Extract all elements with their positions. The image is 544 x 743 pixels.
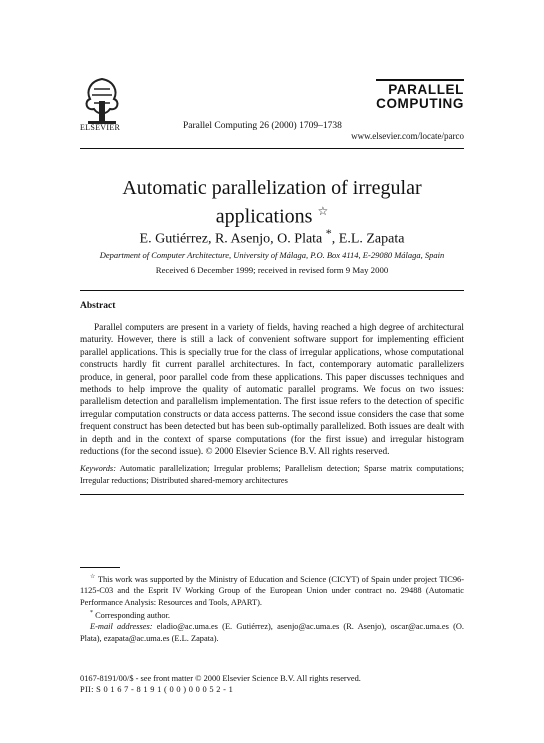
abstract-top-rule [80,290,464,291]
article-title [80,177,464,229]
brand-line-2: COMPUTING [376,96,464,111]
authors-part-1: E. Gutiérrez, R. Asenjo, O. Plata [139,231,323,247]
abstract-body: Parallel computers are present in a variety of fields, having reached a high degree of architectural maturity. However, there is still a lack of convenient software support for implementing efficient parallel applications. This is specially true for the class of irregular applications, whose computational constructs hardly fit current parallel architectures. In fact, contemporary automatic parallelizers produce, in general, poor parallel code from these applications. This paper discusses techniques and methods to help improve the quality of automatic parallel programs. We focus on two issues: parallelism detection and parallelism implementation. The first issue refers to the detection of specific irregular computation constructs or data access patterns. The second issue considers the case that some frequent construct has been detected but has been sub-optimally parallelized. Both issues are dealt with in depth and in the context of sparse computations (for the first issue) and irregular histogram reductions (for the second issue). © 2000 Elsevier Science B.V. All rights reserved. [80,323,464,458]
journal-brand-logo [376,79,464,111]
footnote-corresponding-text: Corresponding author. [95,610,170,620]
keywords-text: Automatic parallelization; Irregular problems; Parallelism detection; Sparse matrix computations; Irregular reductions; Distributed shared-memory architectures [80,464,464,485]
affiliation: Department of Computer Architecture, University of Málaga, P.O. Box 4114, E-29080 Málaga, Spain [99,250,445,260]
footnote-corresponding-mark: * [90,610,93,617]
title-line-2 [80,200,464,229]
title-line-2-text: applications [215,205,313,228]
footnote-funding-mark: ☆ [90,574,96,580]
authors-part-2: , E.L. Zapata [331,231,405,247]
abstract-heading: Abstract [80,301,116,311]
received-dates: Received 6 December 1999; received in revised form 9 May 2000 [155,265,389,275]
journal-reference: Parallel Computing 26 (2000) 1709–1738 [183,121,342,131]
footnote-rule [80,567,120,568]
footnote-funding-text: This work was supported by the Ministry of Education and Science (CICYT) of Spain under project TIC96-1125-C03 and the Esprit IV Working Group of the European Union under contract no. 29488 (Automatic Performance Analysis: Resources and Tools, APART). [80,574,464,607]
keywords-label: Keywords: [80,464,116,473]
issn-line: 0167-8191/00/$ - see front matter © 2000 Elsevier Science B.V. All rights reserved. [80,674,361,683]
brand-rule [376,79,464,81]
publisher-name: ELSEVIER [80,123,121,132]
footnote-funding [80,572,464,608]
journal-url-link[interactable]: www.elsevier.com/locate/parco [351,131,464,141]
corresponding-author-mark[interactable]: * [325,226,332,240]
author-list [80,226,464,248]
footnote-corresponding [80,608,464,621]
title-line-1: Automatic parallelization of irregular [122,177,422,199]
pii-line: PII: S 0 1 6 7 - 8 1 9 1 ( 0 0 ) 0 0 0 5 2 - 1 [80,685,234,694]
footnote-emails [80,621,464,644]
email-label: E-mail addresses: [90,622,153,632]
footnotes [80,572,464,644]
keywords [80,463,464,486]
title-footnote-mark[interactable]: ☆ [317,204,329,218]
abstract-bottom-rule [80,494,464,495]
brand-line-1: PARALLEL [388,82,464,97]
email-addresses[interactable]: eladio@ac.uma.es (E. Gutiérrez), asenjo@ac.uma.es (R. Asenjo), oscar@ac.uma.es (O. Plata), ezapata@ac.uma.es (E.L. Zapata). [80,622,465,643]
header-rule [80,148,464,149]
